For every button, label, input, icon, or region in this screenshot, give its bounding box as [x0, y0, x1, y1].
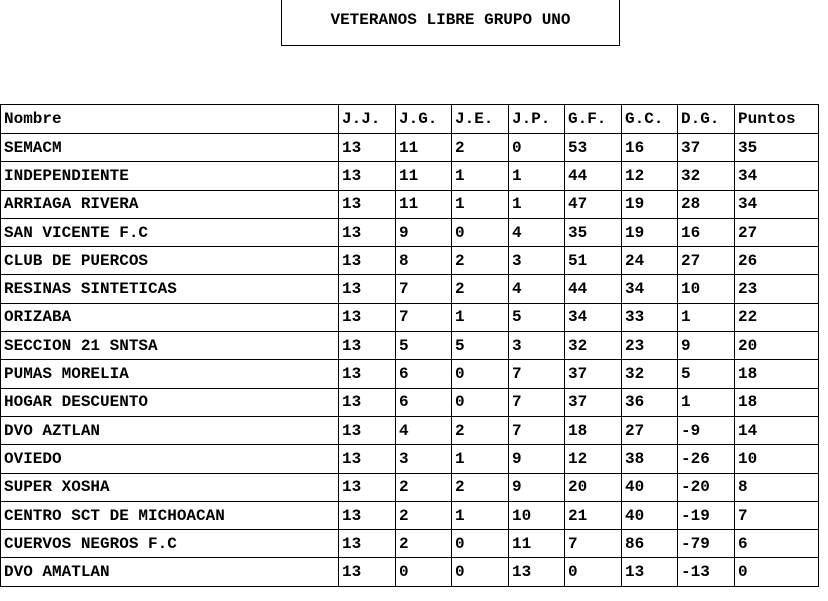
stat-cell: -9: [678, 416, 735, 444]
table-row: [1, 445, 819, 473]
stat-cell: 5: [396, 332, 452, 360]
stat-cell: 7: [396, 275, 452, 303]
stat-cell: 10: [678, 275, 735, 303]
table-row: [1, 558, 819, 586]
team-name-cell: SUPER XOSHA: [1, 473, 339, 501]
stat-cell: 86: [622, 530, 678, 558]
column-header: J.J.: [339, 105, 396, 134]
stat-cell: 2: [396, 501, 452, 529]
stat-cell: 34: [735, 190, 819, 218]
stat-cell: 27: [678, 247, 735, 275]
stat-cell: 27: [735, 218, 819, 246]
table-row: [1, 473, 819, 501]
stat-cell: 1: [452, 303, 509, 331]
stat-cell: 32: [678, 162, 735, 190]
stat-cell: -26: [678, 445, 735, 473]
stat-cell: 1: [678, 303, 735, 331]
stat-cell: 0: [565, 558, 622, 586]
team-name-cell: RESINAS SINTETICAS: [1, 275, 339, 303]
stat-cell: 0: [452, 388, 509, 416]
stat-cell: 13: [339, 473, 396, 501]
stat-cell: 11: [509, 530, 565, 558]
stat-cell: 2: [452, 416, 509, 444]
stat-cell: 4: [509, 275, 565, 303]
stat-cell: 32: [565, 332, 622, 360]
stat-cell: 10: [509, 501, 565, 529]
stat-cell: 23: [735, 275, 819, 303]
stat-cell: 34: [622, 275, 678, 303]
table-row: [1, 303, 819, 331]
column-header: J.G.: [396, 105, 452, 134]
stat-cell: 13: [339, 445, 396, 473]
stat-cell: 7: [565, 530, 622, 558]
stat-cell: 3: [396, 445, 452, 473]
stat-cell: 8: [735, 473, 819, 501]
stat-cell: 5: [678, 360, 735, 388]
table-row: [1, 501, 819, 529]
stat-cell: 34: [565, 303, 622, 331]
team-name-cell: ORIZABA: [1, 303, 339, 331]
team-name-cell: CUERVOS NEGROS F.C: [1, 530, 339, 558]
table-row: [1, 218, 819, 246]
stat-cell: 37: [565, 388, 622, 416]
team-name-cell: OVIEDO: [1, 445, 339, 473]
stat-cell: 38: [622, 445, 678, 473]
stat-cell: 33: [622, 303, 678, 331]
stat-cell: 4: [396, 416, 452, 444]
stat-cell: 34: [735, 162, 819, 190]
team-name-cell: DVO AMATLAN: [1, 558, 339, 586]
stat-cell: 2: [452, 275, 509, 303]
stat-cell: 12: [622, 162, 678, 190]
stat-cell: 7: [509, 360, 565, 388]
table-row: [1, 275, 819, 303]
stat-cell: 16: [678, 218, 735, 246]
stat-cell: 13: [622, 558, 678, 586]
stat-cell: 0: [452, 360, 509, 388]
stat-cell: 1: [509, 162, 565, 190]
stat-cell: 1: [452, 162, 509, 190]
stat-cell: 13: [339, 558, 396, 586]
stat-cell: 37: [678, 134, 735, 162]
stat-cell: 11: [396, 162, 452, 190]
stat-cell: 9: [396, 218, 452, 246]
stat-cell: 27: [622, 416, 678, 444]
stat-cell: 24: [622, 247, 678, 275]
stat-cell: 1: [452, 445, 509, 473]
column-header: J.P.: [509, 105, 565, 134]
stat-cell: 2: [452, 134, 509, 162]
column-header: Puntos: [735, 105, 819, 134]
table-row: [1, 388, 819, 416]
table-row: [1, 332, 819, 360]
table-row: [1, 530, 819, 558]
stat-cell: 35: [565, 218, 622, 246]
stat-cell: 35: [735, 134, 819, 162]
team-name-cell: CENTRO SCT DE MICHOACAN: [1, 501, 339, 529]
table-row: [1, 360, 819, 388]
stat-cell: 11: [396, 190, 452, 218]
column-header: J.E.: [452, 105, 509, 134]
stat-cell: 1: [509, 190, 565, 218]
stat-cell: 10: [735, 445, 819, 473]
stat-cell: 7: [509, 388, 565, 416]
stat-cell: 18: [565, 416, 622, 444]
stat-cell: 51: [565, 247, 622, 275]
stat-cell: 13: [339, 501, 396, 529]
stat-cell: 9: [678, 332, 735, 360]
stat-cell: 9: [509, 473, 565, 501]
stat-cell: -13: [678, 558, 735, 586]
column-header: D.G.: [678, 105, 735, 134]
stat-cell: 18: [735, 360, 819, 388]
stat-cell: 16: [622, 134, 678, 162]
stat-cell: 18: [735, 388, 819, 416]
stat-cell: 40: [622, 501, 678, 529]
stat-cell: 32: [622, 360, 678, 388]
stat-cell: 6: [735, 530, 819, 558]
stat-cell: 1: [452, 190, 509, 218]
team-name-cell: INDEPENDIENTE: [1, 162, 339, 190]
table-row: [1, 162, 819, 190]
stat-cell: 13: [339, 303, 396, 331]
column-header: G.F.: [565, 105, 622, 134]
stat-cell: 37: [565, 360, 622, 388]
stat-cell: 7: [509, 416, 565, 444]
stat-cell: 5: [509, 303, 565, 331]
stat-cell: 3: [509, 247, 565, 275]
stat-cell: 13: [339, 388, 396, 416]
stat-cell: 13: [339, 247, 396, 275]
stat-cell: 53: [565, 134, 622, 162]
team-name-cell: SAN VICENTE F.C: [1, 218, 339, 246]
stat-cell: 0: [452, 530, 509, 558]
stat-cell: 0: [509, 134, 565, 162]
stat-cell: 19: [622, 190, 678, 218]
stat-cell: 13: [339, 416, 396, 444]
stat-cell: 47: [565, 190, 622, 218]
stat-cell: 5: [452, 332, 509, 360]
stat-cell: -19: [678, 501, 735, 529]
stat-cell: 2: [396, 530, 452, 558]
stat-cell: 13: [339, 530, 396, 558]
stat-cell: 0: [452, 558, 509, 586]
team-name-cell: SECCION 21 SNTSA: [1, 332, 339, 360]
stat-cell: 13: [339, 218, 396, 246]
stat-cell: 23: [622, 332, 678, 360]
stat-cell: 21: [565, 501, 622, 529]
stat-cell: 12: [565, 445, 622, 473]
stat-cell: -79: [678, 530, 735, 558]
stat-cell: 28: [678, 190, 735, 218]
stat-cell: 7: [735, 501, 819, 529]
column-header: Nombre: [1, 105, 339, 134]
stat-cell: 8: [396, 247, 452, 275]
team-name-cell: DVO AZTLAN: [1, 416, 339, 444]
stat-cell: 44: [565, 275, 622, 303]
stat-cell: -20: [678, 473, 735, 501]
column-header: G.C.: [622, 105, 678, 134]
page-title: VETERANOS LIBRE GRUPO UNO: [281, 0, 620, 46]
stat-cell: 4: [509, 218, 565, 246]
stat-cell: 2: [452, 473, 509, 501]
stat-cell: 40: [622, 473, 678, 501]
stat-cell: 1: [452, 501, 509, 529]
stat-cell: 13: [509, 558, 565, 586]
table-row: [1, 416, 819, 444]
stat-cell: 0: [396, 558, 452, 586]
table-row: [1, 247, 819, 275]
standings-table: [0, 104, 819, 587]
stat-cell: 13: [339, 190, 396, 218]
team-name-cell: PUMAS MORELIA: [1, 360, 339, 388]
table-row: [1, 190, 819, 218]
stat-cell: 2: [396, 473, 452, 501]
team-name-cell: CLUB DE PUERCOS: [1, 247, 339, 275]
team-name-cell: SEMACM: [1, 134, 339, 162]
stat-cell: 13: [339, 332, 396, 360]
table-row: [1, 134, 819, 162]
header-row: [1, 105, 819, 134]
stat-cell: 20: [735, 332, 819, 360]
stat-cell: 1: [678, 388, 735, 416]
stat-cell: 2: [452, 247, 509, 275]
stat-cell: 3: [509, 332, 565, 360]
stat-cell: 22: [735, 303, 819, 331]
stat-cell: 36: [622, 388, 678, 416]
stat-cell: 6: [396, 388, 452, 416]
team-name-cell: ARRIAGA RIVERA: [1, 190, 339, 218]
stat-cell: 0: [735, 558, 819, 586]
stat-cell: 0: [452, 218, 509, 246]
stat-cell: 13: [339, 360, 396, 388]
stat-cell: 11: [396, 134, 452, 162]
stat-cell: 26: [735, 247, 819, 275]
stat-cell: 7: [396, 303, 452, 331]
stat-cell: 44: [565, 162, 622, 190]
stat-cell: 20: [565, 473, 622, 501]
stat-cell: 19: [622, 218, 678, 246]
stat-cell: 14: [735, 416, 819, 444]
stat-cell: 13: [339, 162, 396, 190]
stat-cell: 9: [509, 445, 565, 473]
stat-cell: 13: [339, 134, 396, 162]
stat-cell: 6: [396, 360, 452, 388]
stat-cell: 13: [339, 275, 396, 303]
team-name-cell: HOGAR DESCUENTO: [1, 388, 339, 416]
